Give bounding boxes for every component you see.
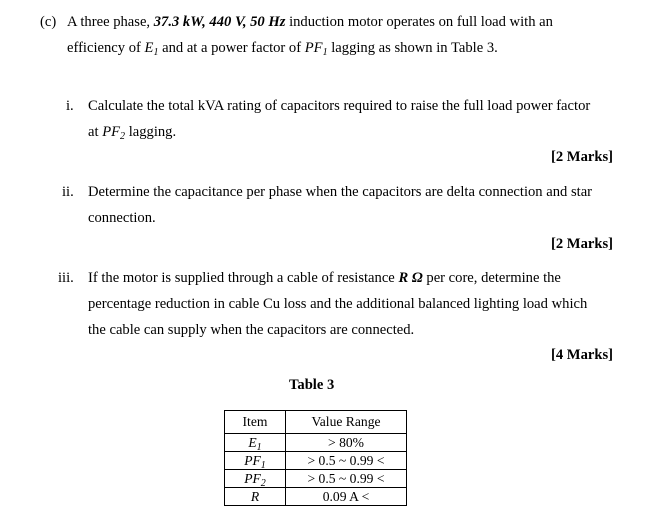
question-label: (c) [40, 14, 57, 30]
value-range-table [224, 410, 407, 506]
part-iii-line-1 [88, 270, 561, 287]
motor-frequency: 50 Hz [250, 14, 286, 30]
part-text: at [88, 124, 99, 140]
power-factor-symbol: PF [304, 40, 323, 56]
marks-label: [2 Marks] [550, 236, 613, 252]
marks-label: [4 Marks] [550, 347, 613, 363]
item-symbol: PF [244, 453, 261, 468]
intro-text: induction motor operates on full load with an [289, 14, 553, 30]
part-ii-line-2: connection. [88, 210, 156, 226]
part-text: per core, determine the [426, 270, 561, 286]
part-text: If the motor is supplied through a cable of resistance [88, 270, 395, 286]
part-number: iii. [58, 270, 74, 286]
part-i-line-2 [88, 124, 176, 141]
item-subscript: 1 [256, 442, 262, 453]
table-row [225, 470, 407, 488]
item-symbol: E [248, 435, 257, 450]
part-iii-line-2: percentage reduction in cable Cu loss and the additional balanced lighting load which [88, 296, 588, 312]
power-factor-subscript: 2 [120, 131, 126, 142]
part-ii-line-1: Determine the capacitance per phase when the capacitors are delta connection and star [88, 184, 593, 200]
item-cell [225, 488, 286, 506]
table-row [225, 452, 407, 470]
value-cell: > 0.5 ~ 0.99 < [286, 452, 407, 470]
value-cell: > 80% [286, 434, 407, 452]
item-symbol: PF [244, 471, 261, 486]
part-number: i. [66, 98, 74, 114]
table-caption: Table 3 [289, 377, 335, 393]
efficiency-symbol: E [144, 40, 154, 56]
intro-text: lagging as shown in Table 3. [331, 40, 498, 56]
motor-voltage: 440 V, [209, 14, 247, 30]
intro-text: and at a power factor of [162, 40, 302, 56]
resistance-symbol: R Ω [398, 270, 423, 286]
part-i-line-1: Calculate the total kVA rating of capacitors required to raise the full load power factor [88, 98, 591, 114]
item-subscript: 2 [260, 478, 266, 489]
part-iii-line-3: the cable can supply when the capacitors are connected. [88, 322, 415, 338]
column-header-item: Item [225, 411, 286, 434]
question-intro-line-2 [67, 40, 498, 57]
power-factor-symbol: PF [102, 124, 121, 140]
value-cell: > 0.5 ~ 0.99 < [286, 470, 407, 488]
value-cell: 0.09 A < [286, 488, 407, 506]
marks-label: [2 Marks] [550, 149, 613, 165]
part-number: ii. [62, 184, 74, 200]
table-header-row [225, 411, 407, 434]
intro-text: efficiency of [67, 40, 141, 56]
motor-power: 37.3 kW, [153, 14, 206, 30]
table-row [225, 434, 407, 452]
power-factor-subscript: 1 [322, 47, 328, 58]
item-subscript: 1 [260, 460, 266, 471]
item-symbol: R [250, 489, 260, 504]
table-row [225, 488, 407, 506]
part-text: lagging. [128, 124, 177, 140]
item-cell [225, 434, 286, 452]
question-intro-line-1 [67, 14, 553, 31]
item-cell [225, 470, 286, 488]
intro-text: A three phase, [67, 14, 151, 30]
item-cell [225, 452, 286, 470]
column-header-value-range: Value Range [286, 411, 407, 434]
efficiency-subscript: 1 [153, 47, 159, 58]
